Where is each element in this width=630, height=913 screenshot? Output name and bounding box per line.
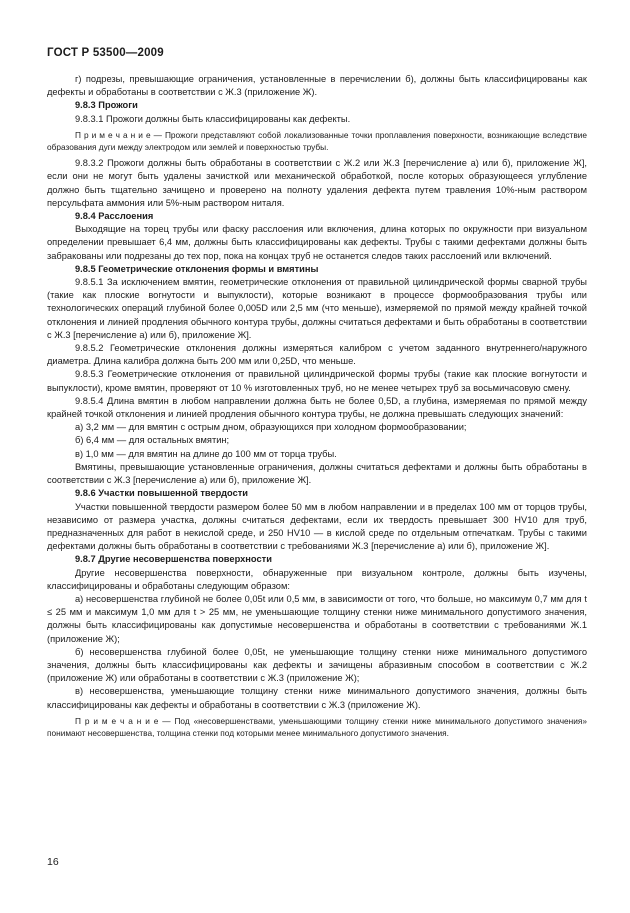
note: П р и м е ч а н и е — Прожоги представляют собой локализованные точки проплавления поверхности, возникающие вследствие образования дуги между электродом или землей и поверхностью трубы. xyxy=(47,129,587,153)
paragraph: 9.8.5.4 Длина вмятин в любом направлении должна быть не более 0,5D, а глубина, измеряемая по прямой между крайней точкой отклонения и линией продления обычного контура трубы, не должна превышать следующих значений: xyxy=(47,395,587,420)
note: П р и м е ч а н и е — Под «несовершенствами, уменьшающими толщину стенки ниже минимального допустимого значения» понимают несовершенства, толщина стенки под которыми менее минимального допустимого значения. xyxy=(47,715,587,738)
paragraph: Участки повышенной твердости размером более 50 мм в любом направлении и в пределах 100 мм от торцов трубы, независимо от размера участка, должны считаться дефектами, если их твердость превышает 300 HV10 для труб, предназначенных для работ в некислой среде, и 250 HV10 — в кислой среде по отдельным отпечаткам. Трубы с такими дефектами должны быть обработаны в соответствии с требованиями Ж.3 [перечисление а) или б), приложение Ж]. xyxy=(47,501,587,552)
list-item: б) несовершенства глубиной более 0,05t, не уменьшающие толщину стенки ниже минимального допустимого значения, должны быть классифицированы как дефекты и зачищены абразивным способом в соответствии с Ж.2 (приложение Ж) или обработаны в соответствии с Ж.3 (приложение Ж); xyxy=(47,646,587,684)
paragraph: г) подрезы, превышающие ограничения, установленные в перечислении б), должны быть классифицированы как дефекты и обработаны в соответствии с Ж.3 (приложение Ж). xyxy=(47,74,587,98)
section-heading: 9.8.3 Прожоги xyxy=(75,100,138,111)
paragraph: Другие несовершенства поверхности, обнаруженные при визуальном контроле, должны быть изучены, классифицированы и обработаны следующим образом: xyxy=(47,567,587,591)
paragraph: 9.8.3.1 Прожоги должны быть классифицированы как дефекты. xyxy=(75,113,351,124)
page-number: 16 xyxy=(47,856,59,868)
list-item: а) 3,2 мм — для вмятин с острым дном, образующихся при холодном формообразовании; xyxy=(75,422,467,433)
list-item: б) 6,4 мм — для остальных вмятин; xyxy=(75,435,230,446)
paragraph: Вмятины, превышающие установленные ограничения, должны считаться дефектами и должны быть обработаны в соответствии с Ж.3 [перечисление а) или б), приложение Ж]. xyxy=(47,461,587,486)
list-item: в) несовершенства, уменьшающие толщину стенки ниже минимального допустимого значения, должны быть классифицированы как дефекты и обработаны в соответствии с Ж.3 (приложение Ж). xyxy=(47,686,587,710)
paragraph: 9.8.3.2 Прожоги должны быть обработаны в соответствии с Ж.2 или Ж.3 [перечисление а) или б), приложение Ж], если они не могут быть удалены зачисткой или механической обработкой, после которых образующееся углубление должно быть тщательно зачищено и проверено на полноту удаления дефекта путем травления 10%-ным раствором персульфата аммония или 5%-ным раствором ниталя. xyxy=(47,158,587,208)
list-item: а) несовершенства глубиной не более 0,05t или 0,5 мм, в зависимости от того, что больше, но максимум 0,7 мм для t ≤ 25 мм и максимум 1,0 мм для t > 25 мм, не уменьшающие толщину стенки ниже минимального допустимого значения, должны быть классифицированы как допустимые несовершенства и обработаны в соответствии с требованиями Ж.1 (приложение Ж); xyxy=(47,593,587,644)
paragraph: 9.8.5.1 За исключением вмятин, геометрические отклонения от правильной цилиндрической формы сварной трубы (такие как плоские вогнутости и выпуклости), которые возникают в процессе формообразования трубы или технологических операций глубиной более 0,005D или 2,5 мм (что меньше), измеряемой по прямой между крайней точкой отклонения и линией продления обычного контура трубы, должны считаться дефектами и быть обработаны в соответствии с Ж.3 [перечисление а) или б), приложение Ж]. xyxy=(47,277,587,340)
section-heading: 9.8.4 Расслоения xyxy=(75,211,154,222)
list-item: в) 1,0 мм — для вмятин на длине до 100 мм от торца трубы. xyxy=(75,448,337,459)
section-heading: 9.8.6 Участки повышенной твердости xyxy=(75,488,249,499)
paragraph: 9.8.5.3 Геометрические отклонения от правильной цилиндрической формы трубы (такие как плоские вогнутости и выпуклости), кроме вмятин, проверяют от 10 % изготовленных труб, но не менее четырех труб за восьмичасовую смену. xyxy=(47,369,587,393)
paragraph: Выходящие на торец трубы или фаску расслоения или включения, длина которых по окружности при визуальном определении превышает 6,4 мм, должны быть классифицированы как дефекты. Трубы с такими дефектами должны быть забракованы или подрезаны до тех пор, пока на концах труб не останется следов таких расслоений или включений. xyxy=(47,224,587,261)
paragraph: 9.8.5.2 Геометрические отклонения должны измеряться калибром с учетом заданного внутреннего/наружного диаметра. Длина калибра должна быть 200 мм или 0,25D, что меньше. xyxy=(47,343,587,367)
section-heading: 9.8.5 Геометрические отклонения формы и вмятины xyxy=(75,263,319,274)
document-body xyxy=(47,73,587,743)
document-header: ГОСТ Р 53500—2009 xyxy=(47,47,164,59)
section-heading: 9.8.7 Другие несовершенства поверхности xyxy=(75,554,272,565)
